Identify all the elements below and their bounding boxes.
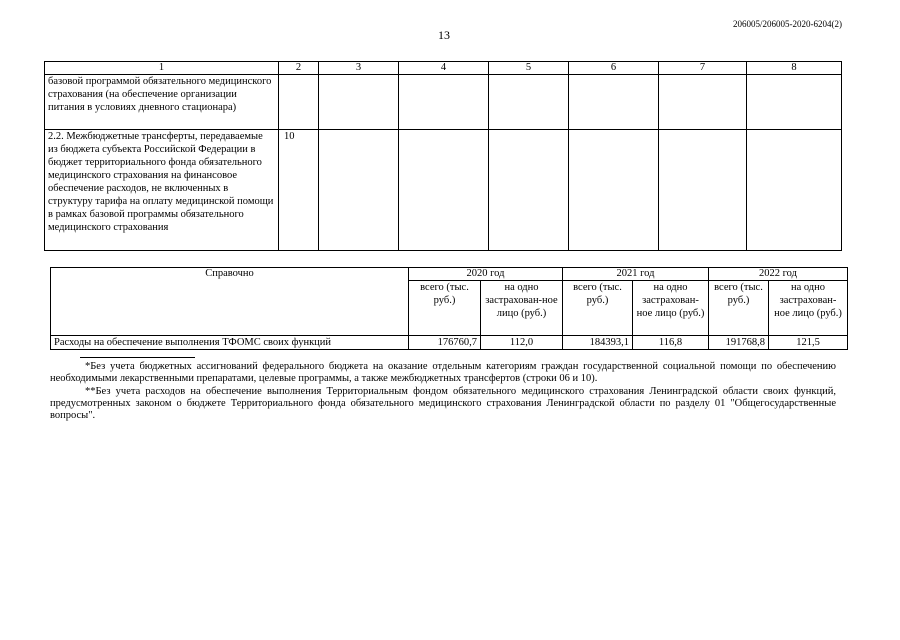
main-table-header-row <box>45 62 842 75</box>
reference-title: Справочно <box>51 268 409 336</box>
col-header: 1 <box>45 62 279 75</box>
reference-table <box>50 267 848 350</box>
col-header: 5 <box>489 62 569 75</box>
reference-header-row <box>51 268 848 281</box>
document-id: 206005/206005-2020-6204(2) <box>733 19 842 29</box>
table-row <box>45 75 842 130</box>
empty-cell <box>399 75 489 130</box>
sub-header: всего (тыс. руб.) <box>563 281 633 336</box>
sub-header: на одно застрахован-ное лицо (руб.) <box>633 281 709 336</box>
empty-cell <box>569 75 659 130</box>
empty-cell <box>399 130 489 251</box>
empty-cell <box>659 130 747 251</box>
footnote-1: *Без учета бюджетных ассигнований федерального бюджета на оказание отдельным категориям граждан государственной социальной помощи по обеспечению необходимыми лекарственными препаратами, целевые программы, а также межбюджетных трансфертов (строки 06 и 10). <box>50 361 836 384</box>
value-cell: 112,0 <box>481 336 563 350</box>
empty-cell <box>569 130 659 251</box>
value-cell: 176760,7 <box>409 336 481 350</box>
value-cell: 191768,8 <box>709 336 769 350</box>
col-header: 8 <box>747 62 842 75</box>
col-header: 3 <box>319 62 399 75</box>
value-cell: 116,8 <box>633 336 709 350</box>
row-name: базовой программой обязательного медицинского страхования (на обеспечение организации питания в условиях дневного стационара) <box>45 75 279 130</box>
empty-cell <box>489 75 569 130</box>
col-header: 6 <box>569 62 659 75</box>
sub-header: всего (тыс. руб.) <box>709 281 769 336</box>
year-header: 2020 год <box>409 268 563 281</box>
row-code: 10 <box>279 130 319 251</box>
empty-cell <box>319 75 399 130</box>
value-cell: 184393,1 <box>563 336 633 350</box>
row-code <box>279 75 319 130</box>
col-header: 4 <box>399 62 489 75</box>
sub-header: на одно застрахован-ное лицо (руб.) <box>481 281 563 336</box>
year-header: 2021 год <box>563 268 709 281</box>
empty-cell <box>489 130 569 251</box>
main-table <box>44 61 842 251</box>
empty-cell <box>319 130 399 251</box>
year-header: 2022 год <box>709 268 848 281</box>
value-cell: 121,5 <box>769 336 848 350</box>
footnote-2: **Без учета расходов на обеспечение выполнения Территориальным фондом обязательного медицинского страхования Ленинградской области своих функций, предусмотренных законом о бюджете Территориального фонда обязательного медицинского страхования Ленинградской области по разделу 01 "Общегосударственные вопросы". <box>50 386 836 421</box>
table-row <box>51 336 848 350</box>
empty-cell <box>659 75 747 130</box>
empty-cell <box>747 130 842 251</box>
col-header: 2 <box>279 62 319 75</box>
table-row <box>45 130 842 251</box>
page-number: 13 <box>438 28 450 42</box>
sub-header: всего (тыс. руб.) <box>409 281 481 336</box>
empty-cell <box>747 75 842 130</box>
col-header: 7 <box>659 62 747 75</box>
sub-header: на одно застрахован-ное лицо (руб.) <box>769 281 848 336</box>
row-name: 2.2. Межбюджетные трансферты, передаваемые из бюджета субъекта Российской Федерации в бюджет территориального фонда обязательного медицинского страхования на финансовое обеспечение расходов, не включенных в структуру тарифа на оплату медицинской помощи в рамках базовой программы обязательного медицинского страхования <box>45 130 279 251</box>
footnote-divider <box>80 357 195 358</box>
row-label: Расходы на обеспечение выполнения ТФОМС своих функций <box>51 336 409 350</box>
